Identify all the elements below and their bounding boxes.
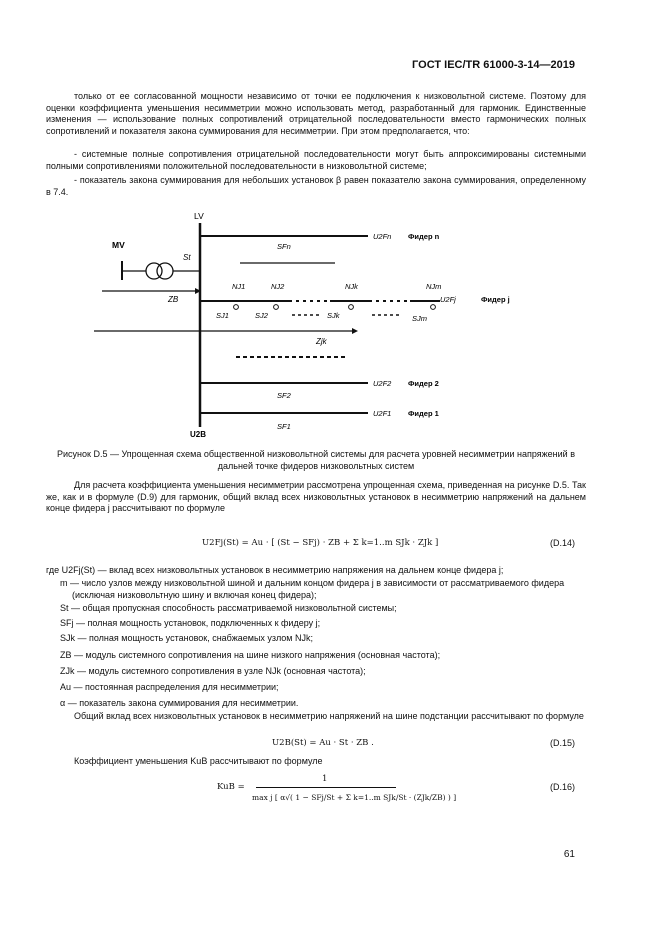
node-njm: NJm	[426, 282, 442, 291]
def-zjk: ZJk — модуль системного сопротивления в узле NJk (основная частота);	[60, 666, 366, 676]
st-label: St	[183, 253, 191, 262]
equation-d16-numerator: 1	[322, 774, 328, 784]
u2fj-label: U2Fj	[440, 295, 456, 304]
def-zb: ZB — модуль системного сопротивления на шине низкого напряжения (основная частота);	[60, 650, 441, 660]
equation-d16-lhs: KuB =	[217, 782, 245, 792]
load-sjm: SJm	[412, 314, 427, 323]
feeder-j-label: Фидер j	[481, 295, 510, 304]
transformer-secondary	[157, 263, 173, 279]
paragraph-2: Для расчета коэффициента уменьшения несимметрии рассмотрена упрощенная схема, приведенная на рисунке D.5. Так же, как и в формуле (D.9) для гармоник, общий вклад всех низковольтных установок в несимметрию напряжений на дальнем конце фидера j рассчитывают по формуле	[46, 480, 586, 514]
equation-d14-number: (D.14)	[549, 538, 575, 548]
feeder-1-label: Фидер 1	[408, 409, 439, 418]
def-sfj: SFj — полная мощность установок, подключенных к фидеру j;	[60, 618, 321, 628]
load-sj1: SJ1	[216, 311, 229, 320]
sfn-label: SFn	[277, 242, 291, 251]
fraction-bar	[256, 787, 396, 788]
mv-label: MV	[112, 240, 125, 250]
page-number: 61	[563, 849, 575, 860]
node-nj2: NJ2	[271, 282, 285, 291]
zjk-arrowhead	[352, 328, 358, 334]
load-marker-k	[349, 305, 354, 310]
def-alpha: α — показатель закона суммирования для несимметрии.	[60, 698, 299, 708]
sf1-label: SF1	[277, 422, 291, 431]
load-sjk: SJk	[327, 311, 340, 320]
document-header: ГОСТ IEC/TR 61000-3-14—2019	[412, 59, 575, 71]
def-au: Au — постоянная распределения для несимметрии;	[60, 682, 279, 692]
equation-d14: U2Fj(St) = Au · [ (St − SFj) · ZB + Σ k=1..m SJk · ZJk ]	[202, 538, 439, 548]
u2f2-label: U2F2	[373, 379, 392, 388]
equation-d16-denominator: max j [ α√( 1 − SFj/St + Σ k=1..m SJk/St · (ZJk/ZB) ) ]	[252, 793, 457, 802]
load-marker-1	[234, 305, 239, 310]
lv-label: LV	[194, 211, 204, 221]
u2f1-label: U2F1	[373, 409, 392, 418]
u2b-label: U2B	[190, 430, 207, 439]
feeder-n-label: Фидер n	[408, 232, 440, 241]
feeder-2-label: Фидер 2	[408, 379, 439, 388]
def-m: m — число узлов между низковольтной шиной и дальним концом фидера j в зависимости от рассматриваемого фидера (исключая низковольтную шину и включая конец фидера);	[60, 578, 565, 600]
load-marker-m	[431, 305, 436, 310]
load-sj2: SJ2	[255, 311, 268, 320]
paragraph-3: Общий вклад всех низковольтных установок в несимметрию напряжений на шине подстанции рассчитывают по формуле	[74, 711, 584, 721]
sf2-label: SF2	[277, 391, 291, 400]
load-marker-2	[274, 305, 279, 310]
def-sjk: SJk — полная мощность установок, снабжаемых узлом NJk;	[60, 633, 313, 643]
node-njk: NJk	[345, 282, 358, 291]
zb-label: ZB	[168, 295, 179, 304]
intro-bullet-1: - системные полные сопротивления отрицательной последовательности могут быть аппроксимированы системными полными сопротивлениями положительной последовательности в низковольтной системе;	[46, 149, 586, 171]
equation-d15: U2B(St) = Au · St · ZB .	[272, 738, 374, 748]
equation-d16-number: (D.16)	[549, 782, 575, 792]
node-nj1: NJ1	[232, 282, 246, 291]
network-diagram	[40, 205, 580, 445]
intro-bullet-2: - показатель закона суммирования для небольших установок β равен показателю закона суммирования, определенному в 7.4.	[46, 175, 586, 197]
paragraph-4: Коэффициент уменьшения KuB рассчитывают по формуле	[74, 756, 323, 766]
equation-d15-number: (D.15)	[549, 738, 575, 748]
u2fn-label: U2Fn	[373, 232, 392, 241]
intro-paragraph: только от ее согласованной мощности независимо от точки ее подключения к низковольтной системе. Поэтому для оценки коэффициента уменьшения несимметрии можно использовать метод, разработанный для гармоник. Единственные изменения — использование полных сопротивлений отрицательной последовательности вместо гармонических полных сопротивлений и показателя закона суммирования для несимметрии. При этом предполагается, что:	[46, 91, 586, 136]
figure-caption: Рисунок D.5 — Упрощенная схема общественной низковольтной системы для расчета уровней несимметрии напряжений в дальней точке фидеров низковольтных систем	[57, 449, 575, 471]
where-intro: где U2Fj(St) — вклад всех низковольтных установок в несимметрию напряжения на дальнем конце фидера j;	[46, 565, 504, 575]
zjk-label: Zjk	[316, 337, 327, 346]
def-st: St — общая пропускная способность рассматриваемой низковольтной системы;	[60, 603, 397, 613]
